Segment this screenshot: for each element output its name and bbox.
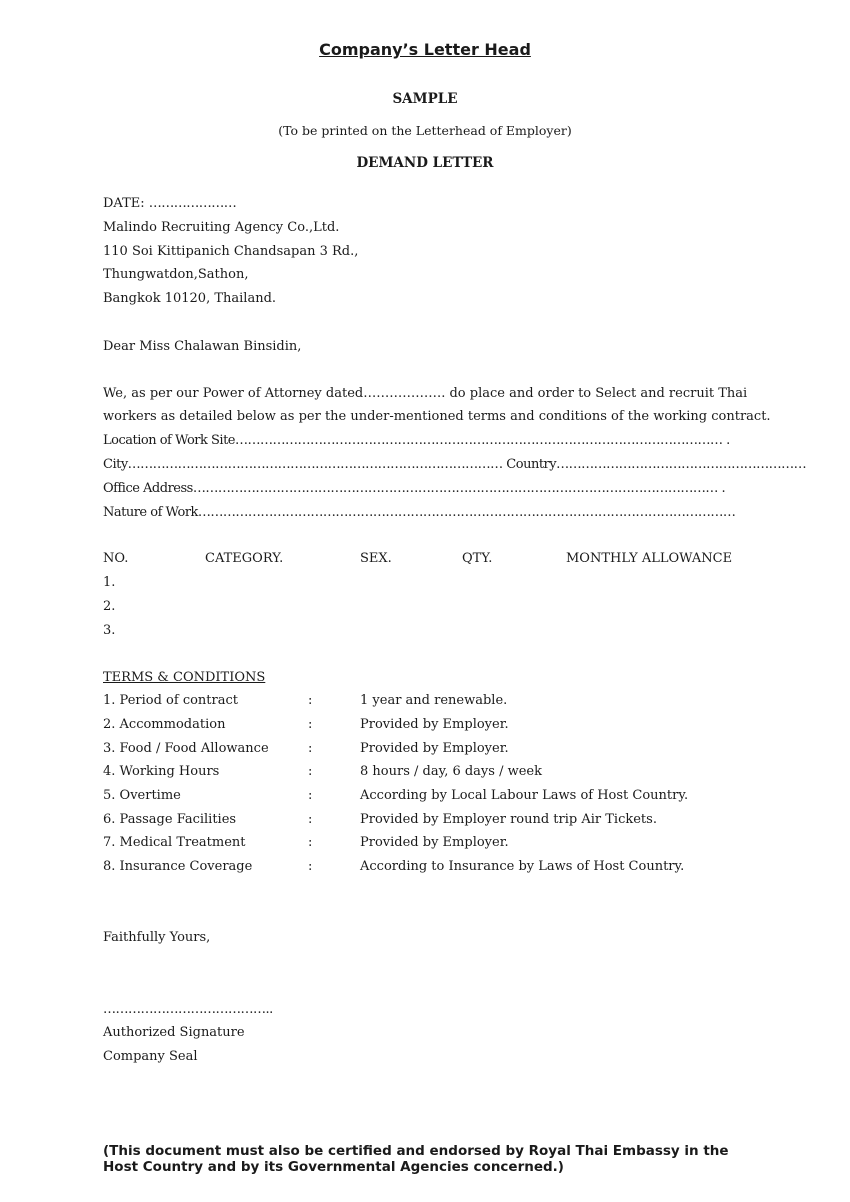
- terms-value: 1 year and renewable.: [360, 693, 508, 708]
- terms-separator: :: [308, 764, 313, 779]
- terms-value: 8 hours / day, 6 days / week: [360, 764, 542, 779]
- terms-row: [0, 835, 850, 851]
- workers-table-header: [0, 551, 850, 567]
- terms-row: [0, 764, 850, 780]
- terms-row: [0, 693, 850, 709]
- field-location: Location of Work Site……………………………………………………………………………………………………… .: [103, 433, 730, 448]
- terms-value: According by Local Labour Laws of Host Country.: [360, 788, 689, 803]
- field-nature-of-work: Nature of Work…………………………………………………………………………………………………………………: [103, 505, 736, 520]
- terms-separator: :: [308, 717, 313, 732]
- column-header-sex: SEX.: [360, 551, 392, 566]
- column-header-no: NO.: [103, 551, 129, 566]
- salutation: Dear Miss Chalawan Binsidin,: [103, 339, 302, 354]
- terms-separator: :: [308, 693, 313, 708]
- body-line-2: workers as detailed below as per the under-mentioned terms and conditions of the working contract.: [103, 409, 771, 424]
- terms-label: 3. Food / Food Allowance: [103, 741, 269, 756]
- column-header-monthly-allowance: MONTHLY ALLOWANCE: [566, 551, 733, 566]
- field-city-country: City……………………………………………………………………………… Country……………………………………………………: [103, 457, 807, 472]
- terms-value: Provided by Employer.: [360, 741, 509, 756]
- column-header-qty: QTY.: [462, 551, 493, 566]
- terms-row: [0, 812, 850, 828]
- footer-certification-note: (This document must also be certified and endorsed by Royal Thai Embassy in the Host Country and by its Governmental Agencies concerned.): [103, 1143, 729, 1175]
- terms-label: 4. Working Hours: [103, 764, 220, 779]
- terms-separator: :: [308, 741, 313, 756]
- table-row: 1.: [103, 575, 116, 590]
- terms-value: Provided by Employer round trip Air Tickets.: [360, 812, 657, 827]
- address-line-3: Thungwatdon,Sathon,: [103, 267, 249, 282]
- terms-label: 6. Passage Facilities: [103, 812, 237, 827]
- terms-value: Provided by Employer.: [360, 835, 509, 850]
- terms-label: 1. Period of contract: [103, 693, 238, 708]
- date-blank: …………………: [148, 196, 237, 211]
- sample-label: SAMPLE: [392, 91, 458, 107]
- body-line-1: We, as per our Power of Attorney dated………………. do place and order to Select and recruit Thai: [103, 386, 748, 401]
- terms-separator: :: [308, 835, 313, 850]
- column-header-category: CATEGORY.: [205, 551, 284, 566]
- field-office-address: Office Address……………………………………………………………………………………………………………… .: [103, 481, 726, 496]
- terms-label: 5. Overtime: [103, 788, 181, 803]
- address-line-1: Malindo Recruiting Agency Co.,Ltd.: [103, 220, 340, 235]
- letterhead-title: Company’s Letter Head: [319, 40, 531, 59]
- date-line: [103, 196, 236, 212]
- terms-row: [0, 788, 850, 804]
- terms-separator: :: [308, 859, 313, 874]
- address-line-2: 110 Soi Kittipanich Chandsapan 3 Rd.,: [103, 244, 359, 259]
- terms-label: 7. Medical Treatment: [103, 835, 246, 850]
- terms-row: [0, 859, 850, 875]
- table-row: 2.: [103, 599, 116, 614]
- table-row: 3.: [103, 623, 116, 638]
- terms-value: Provided by Employer.: [360, 717, 509, 732]
- address-line-4: Bangkok 10120, Thailand.: [103, 291, 277, 306]
- print-note: (To be printed on the Letterhead of Employer): [278, 123, 572, 138]
- document-title: DEMAND LETTER: [356, 155, 494, 171]
- terms-value: According to Insurance by Laws of Host Country.: [360, 859, 685, 874]
- signature-label: Authorized Signature: [103, 1025, 245, 1040]
- terms-title: TERMS & CONDITIONS: [103, 670, 266, 685]
- terms-row: [0, 741, 850, 757]
- terms-separator: :: [308, 788, 313, 803]
- sign-off: Faithfully Yours,: [103, 930, 211, 945]
- terms-row: [0, 717, 850, 733]
- terms-label: 8. Insurance Coverage: [103, 859, 253, 874]
- date-label: DATE:: [103, 196, 145, 211]
- company-seal-label: Company Seal: [103, 1049, 198, 1064]
- signature-line: …………………………………..: [103, 1002, 273, 1017]
- terms-label: 2. Accommodation: [103, 717, 226, 732]
- terms-separator: :: [308, 812, 313, 827]
